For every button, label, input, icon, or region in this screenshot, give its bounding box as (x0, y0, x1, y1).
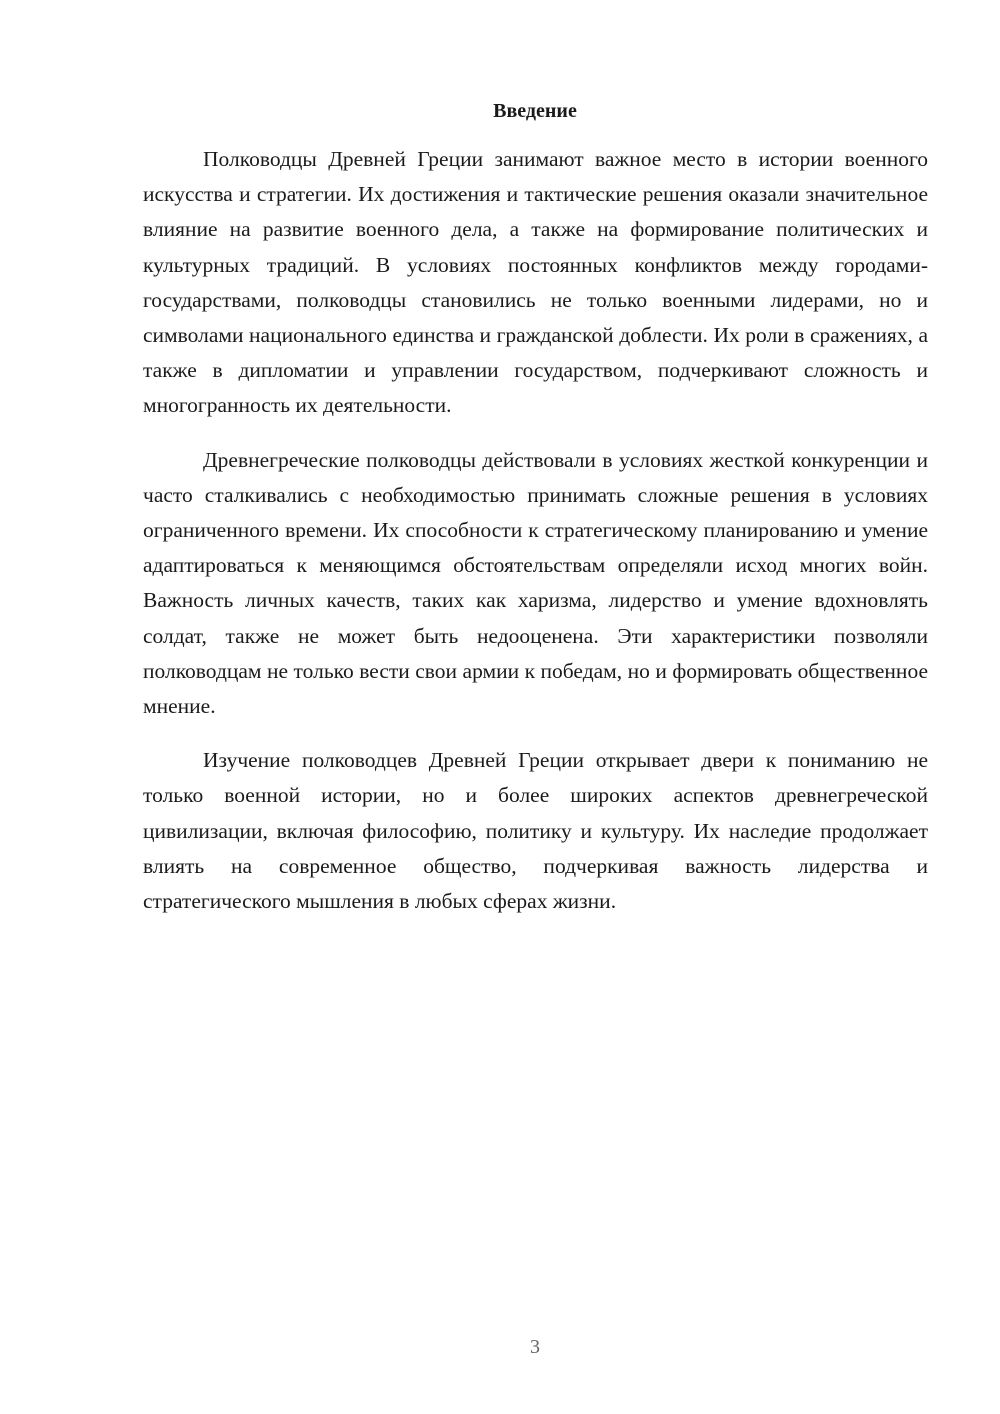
body-text (143, 142, 928, 919)
paragraph-3: Изучение полководцев Древней Греции открывает двери к пониманию не только военной истории, но и более широких аспектов древнегреческой цивилизации, включая философию, политику и культуру. Их наследие продолжает влиять на современное общество, подчеркивая важность лидерства и стратегического мышления в любых сферах жизни. (143, 748, 928, 914)
page-number: 3 (530, 1336, 540, 1358)
paragraph-1: Полководцы Древней Греции занимают важное место в истории военного искусства и стратегии. Их достижения и тактические решения оказали значительное влияние на развитие военного дела, а также на формирование политических и культурных традиций. В условиях постоянных конфликтов между городами-государствами, полководцы становились не только военными лидерами, но и символами национального единства и гражданской доблести. Их роли в сражениях, а также в дипломатии и управлении государством, подчеркивают сложность и многогранность их деятельности. (143, 147, 928, 418)
paragraph-2: Древнегреческие полководцы действовали в условиях жесткой конкуренции и часто сталкивались с необходимостью принимать сложные решения в условиях ограниченного времени. Их способности к стратегическому планированию и умение адаптироваться к меняющимся обстоятельствам определяли исход многих войн. Важность личных качеств, таких как харизма, лидерство и умение вдохновлять солдат, также не может быть недооценена. Эти характеристики позволяли полководцам не только вести свои армии к победам, но и формировать общественное мнение. (143, 447, 928, 719)
section-heading: Введение (493, 100, 577, 122)
